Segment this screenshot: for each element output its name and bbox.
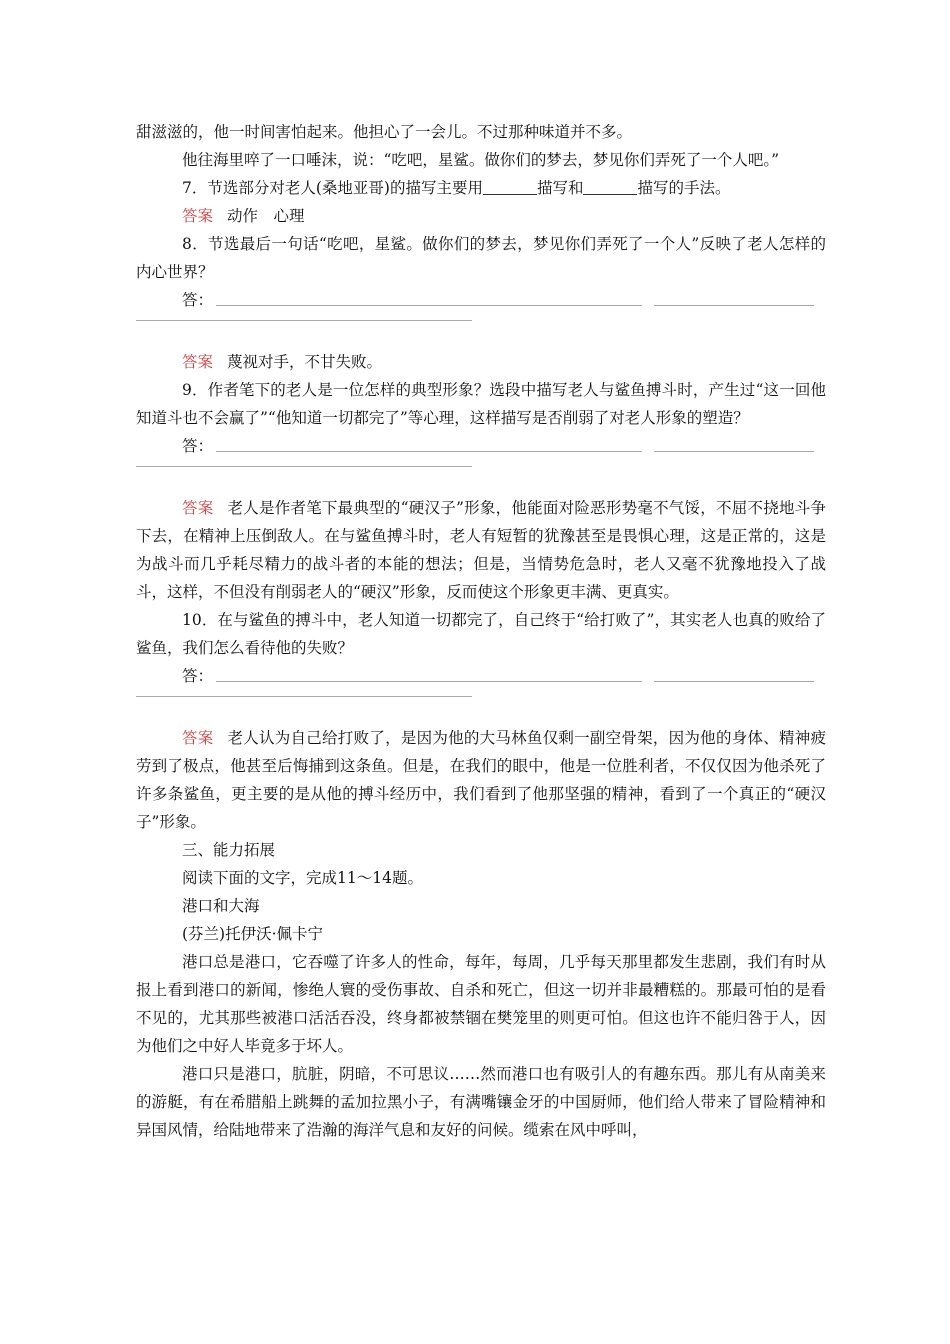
answer-label: 答案 [182,353,214,371]
article-author: (芬兰)托伊沃·佩卡宁 [182,925,324,943]
underline [654,305,814,306]
reading-instruction: 阅读下面的文字，完成11～14题。 [182,869,423,887]
underline [136,466,472,467]
document-body [136,118,826,1144]
answer-7-text: 动作 心理 [227,207,305,225]
answer-line-continued [136,690,826,718]
answer-label: 答案 [182,207,214,225]
answer-prefix: 答： [182,437,214,455]
answer-10-text: 老人认为自己给打败了，是因为他的大马林鱼仅剩一副空骨架，因为他的身体、精神疲劳到了极点，他甚至后悔捕到这条鱼。但是，在我们的眼中，他是一位胜利者，不仅仅因为他杀死了许多条鲨鱼，更主要的是从他的搏斗经历中，我们看到了他那坚强的精神，看到了一个真正的“硬汉子”形象。 [136,729,826,831]
section-heading: 三、能力拓展 [182,841,276,859]
blank-line [583,176,637,195]
answer-label: 答案 [182,729,214,747]
underline [136,320,472,321]
question-7-part-c: 描写的手法。 [637,179,731,197]
answer-7 [136,202,826,230]
answer-label: 答案 [182,499,214,517]
blank-line [483,176,537,195]
answer-line [136,286,826,314]
paragraph-continuation: 甜滋滋的，他一时间害怕起来。他担心了一会儿。不过那种味道并不多。 [136,123,633,141]
answer-line-continued [136,460,826,488]
paragraph-quote: 他往海里啐了一口唾沫，说：“吃吧，星鲨。做你们的梦去，梦见你们弄死了一个人吧。” [182,151,780,169]
underline [216,305,642,306]
underline [216,681,642,682]
question-10: 10．在与鲨鱼的搏斗中，老人知道一切都完了，自己终于“给打败了”，其实老人也真的败给了鲨鱼，我们怎么看待他的失败？ [136,611,826,657]
question-7-part-b: 描写和 [536,179,584,197]
answer-prefix: 答： [182,667,214,685]
underline [216,451,642,452]
underline [654,451,814,452]
question-8: 8．节选最后一句话“吃吧，星鲨。做你们的梦去，梦见你们弄死了一个人”反映了老人怎样的内心世界？ [136,235,826,281]
underline [654,681,814,682]
answer-8 [136,348,826,376]
article-paragraph: 港口总是港口，它吞噬了许多人的性命，每年，每周，几乎每天那里都发生悲剧，我们有时从报上看到港口的新闻，惨绝人寰的受伤事故、自杀和死亡，但这一切并非最糟糕的。那最可怕的是看不见的，尤其那些被港口活活吞没，终身都被禁锢在樊笼里的则更可怕。但这也许不能归咎于人，因为他们之中好人毕竟多于坏人。 [136,953,826,1055]
answer-line [136,432,826,460]
question-9: 9．作者笔下的老人是一位怎样的典型形象？选段中描写老人与鲨鱼搏斗时，产生过“这一回他知道斗也不会赢了”“他知道一切都完了”等心理，这样描写是否削弱了对老人形象的塑造？ [136,381,826,427]
answer-prefix: 答： [182,291,214,309]
answer-line-continued [136,314,826,342]
question-7-part-a: 7．节选部分对老人(桑地亚哥)的描写主要用 [182,179,483,197]
article-paragraph: 港口只是港口，肮脏，阴暗，不可思议……然而港口也有吸引人的有趣东西。那儿有从南美来的游艇，有在希腊船上跳舞的孟加拉黑小子，有满嘴镶金牙的中国厨师，他们给人带来了冒险精神和异国风情，给陆地带来了浩瀚的海洋气息和友好的问候。缆索在风中呼叫， [136,1065,826,1139]
answer-9-text: 老人是作者笔下最典型的“硬汉子”形象，他能面对险恶形势毫不气馁，不屈不挠地斗争下去，在精神上压倒敌人。在与鲨鱼搏斗时，老人有短暂的犹豫甚至是畏惧心理，这是正常的，这是为战斗而几乎耗尽精力的战斗者的本能的想法；但是，当情势危急时，老人又毫不犹豫地投入了战斗，这样，不但没有削弱老人的“硬汉”形象，反而使这个形象更丰满、更真实。 [136,499,826,601]
underline [136,696,472,697]
answer-10 [136,724,826,836]
question-7 [136,174,826,202]
article-title: 港口和大海 [182,897,260,915]
answer-line [136,662,826,690]
answer-8-text: 蔑视对手，不甘失败。 [227,353,383,371]
answer-9 [136,494,826,606]
